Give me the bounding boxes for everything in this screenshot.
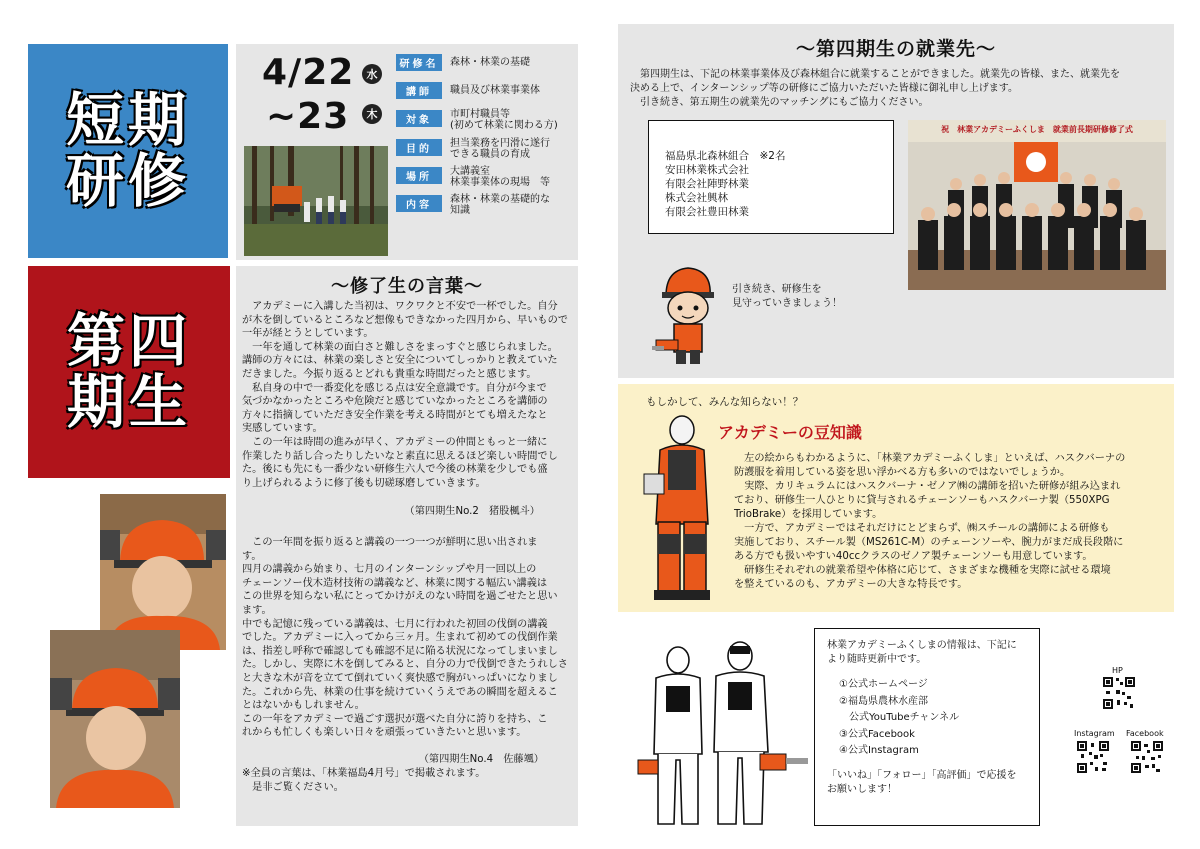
employer-item: 安田林業株式会社 <box>665 164 749 176</box>
graduate-portrait-photo <box>100 494 226 650</box>
sns-info-bubble <box>814 628 1040 826</box>
qr-code-facebook[interactable] <box>1130 740 1164 774</box>
qr-code-hp[interactable] <box>1102 676 1136 710</box>
qr-label-facebook: Facebook <box>1126 729 1164 738</box>
trivia-body: 左の絵からもわかるように、「林業アカデミーふくしま」といえば、ハスクバーナの 防護服を着用している姿を思い浮かべる方も多いのではないでしょうか。 実際、カリキュラムにはハスクバーナ・ゼノア㈱の講師を招いた研修が組み込まれ ており、研修生一人ひとりに貸与されるチェーンソーもハスクバーナ製（550XPG TrioBrake）を採用しています。 一方で、アカデミーではそれだけにとどまらず、㈱スチールの講師による研修も 実施しており、スチール製（MS261C-M）のチェーンソーや、腕力がまだ成長段階に ある方でも扱いやすい40ccクラスのゼノア製チェーンソーも用意しています。 研修生それぞれの就業希望や体格に応じて、さまざまな機種を実際に試せる環境 を整えているのも、アカデミーの大きな特長です。 <box>734 453 1126 590</box>
section-title: ～修了生の言葉～ <box>331 276 483 297</box>
date-start: 4/22 <box>262 52 355 93</box>
qr-code-instagram[interactable] <box>1076 740 1110 774</box>
employment-intro: 第四期生は、下記の林業事業体及び森林組合に就業することができました。就業先の皆様、また、就業先を 決める上で、インターンシップ等の研修にご協力いただいた皆様に御礼申し上げます。 引き続き、第五期生の就業先のマッチングにもご協力ください。 <box>630 69 1120 108</box>
sns-intro: 林業アカデミーふくしまの情報は、下記に より随時更新中です。 <box>827 640 1017 665</box>
worker-illustration <box>640 414 724 604</box>
graduation-ceremony-photo <box>908 120 1166 290</box>
employer-list-box <box>648 120 894 234</box>
info-value: 森林・林業の基礎 <box>450 57 530 68</box>
title-line: 期生 <box>66 368 191 436</box>
forest-training-photo <box>244 146 388 256</box>
sns-call-to-action: 「いいね」「フォロー」「高評価」で応援を お願いします！ <box>827 770 1017 795</box>
info-value: 大講義室 林業事業体の現場 等 <box>450 166 550 188</box>
trivia-title: アカデミーの豆知識 <box>718 423 862 442</box>
message-signature: （第四期生No.2 猪股楓斗） <box>404 506 540 517</box>
section-title: ～第四期生の就業先～ <box>795 38 996 60</box>
title-line: 研修 <box>65 147 190 215</box>
graduate-portrait-photo <box>50 630 180 808</box>
workers-drawing <box>630 636 810 832</box>
info-value: 職員及び林業事業体 <box>450 85 540 96</box>
info-label: 研修名 <box>396 54 442 71</box>
sns-link[interactable]: ②福島県農林水産部 <box>839 695 928 707</box>
info-value: 担当業務を円滑に遂行 できる職員の育成 <box>450 138 550 160</box>
ceremony-banner: 祝 林業アカデミーふくしま 就業前長期研修修了式 <box>941 125 1133 134</box>
day-badge: 木 <box>362 104 382 124</box>
day-badge: 水 <box>362 64 382 84</box>
message-signature: （第四期生No.4 佐藤颯） <box>418 754 544 765</box>
info-value: 市町村職員等 (初めて林業に関わる方) <box>450 109 558 131</box>
info-label: 目的 <box>396 139 442 156</box>
sns-link[interactable]: ③公式Facebook <box>839 728 915 740</box>
employer-item: 有限会社豊田林業 <box>665 206 749 218</box>
title-line: 短期 <box>65 86 190 155</box>
sns-link[interactable]: 公式YouTubeチャンネル <box>839 712 960 723</box>
sns-link[interactable]: ①公式ホームページ <box>839 679 928 690</box>
mascot-speech: 引き続き、研修生を 見守っていきましょう！ <box>732 284 842 309</box>
info-label: 対象 <box>396 110 442 127</box>
qr-label-hp: HP <box>1112 666 1123 675</box>
info-label: 内容 <box>396 195 442 212</box>
sns-link[interactable]: ④公式Instagram <box>839 745 919 756</box>
title-fourth-generation <box>28 266 230 478</box>
mascot-character <box>652 262 724 366</box>
info-label: 講師 <box>396 82 442 99</box>
date-end: ~23 <box>266 96 350 137</box>
title-short-term-training <box>28 44 228 258</box>
info-value: 森林・林業の基礎的な 知識 <box>450 194 550 216</box>
message-note: ※全員の言葉は、「林業福島4月号」で掲載されます。 是非ご覧ください。 <box>242 768 486 793</box>
employer-item: 株式会社興林 <box>665 192 728 204</box>
employer-item: 福島県北森林組合 ※2名 <box>665 150 786 162</box>
info-label: 場所 <box>396 167 442 184</box>
message-paragraph: アカデミーに入講した当初は、ワクワクと不安で一杯でした。自分 が木を倒しているところなど想像もできなかった四月から、早いもので 一年が経とうとしています。 一年を通して林業の面白さと難しさをまっすぐと感じられました。 講師の方々には、林業の楽しさと安全についてしっかりと教えていた だきました。今振り返るとどれも貴重な時間だったと感じます。 私自身の中で一番変化を感じる点は安全意識です。自分が今まで 気づかなかったところや危険だと感じていなかったところを講師の 方々に指摘していただき安全作業を考える時間がとても増えたなと 実感しています。 この一年は時間の進みが早く、アカデミーの仲間ともっと一緒に 作業したり話し合ったりしたいなと素直に思えるほど楽しい時間でし た。後にも先にも一番少ない研修生六人で今後の林業を少しでも盛 り上げられるように修了後も切磋琢磨していきます。 <box>242 301 568 489</box>
trivia-lead: もしかして、みんな知らない！？ <box>646 396 804 408</box>
title-line: 第四 <box>66 307 191 376</box>
employer-item: 有限会社陣野林業 <box>665 178 749 190</box>
qr-label-instagram: Instagram <box>1074 729 1115 738</box>
message-paragraph: この一年間を振り返ると講義の一つ一つが鮮明に思い出されま す。 四月の講義から始まり、七月のインターンシップや月一回以上の チェーンソー伐木造材技術の講義など、林業に関する幅広い講義は この世界を知らない私にとってかけがえのない時間を過ごせたと思い ます。 中でも記憶に残っている講義は、七月に行われた初回の伐倒の講義 でした。アカデミーに入ってから三ヶ月。生まれて初めての伐倒作業 は、指差し呼称で確認しても確認不足に陥る状況になってしまいまし た。しかし、実際に木を倒してみると、自分の力で伐倒できたうれしさ と大きな木が音を立てて倒れていく爽快感で胸がいっぱいになりまし た。これから先、林業の仕事を続けていくうえであの瞬間を超えるこ とはないかもしれません。 この一年をアカデミーで過ごす選択が選べた自分に誇りを持ち、こ れからも忙しくも楽しい日々を頑張っていきたいと思います。 <box>242 537 568 739</box>
